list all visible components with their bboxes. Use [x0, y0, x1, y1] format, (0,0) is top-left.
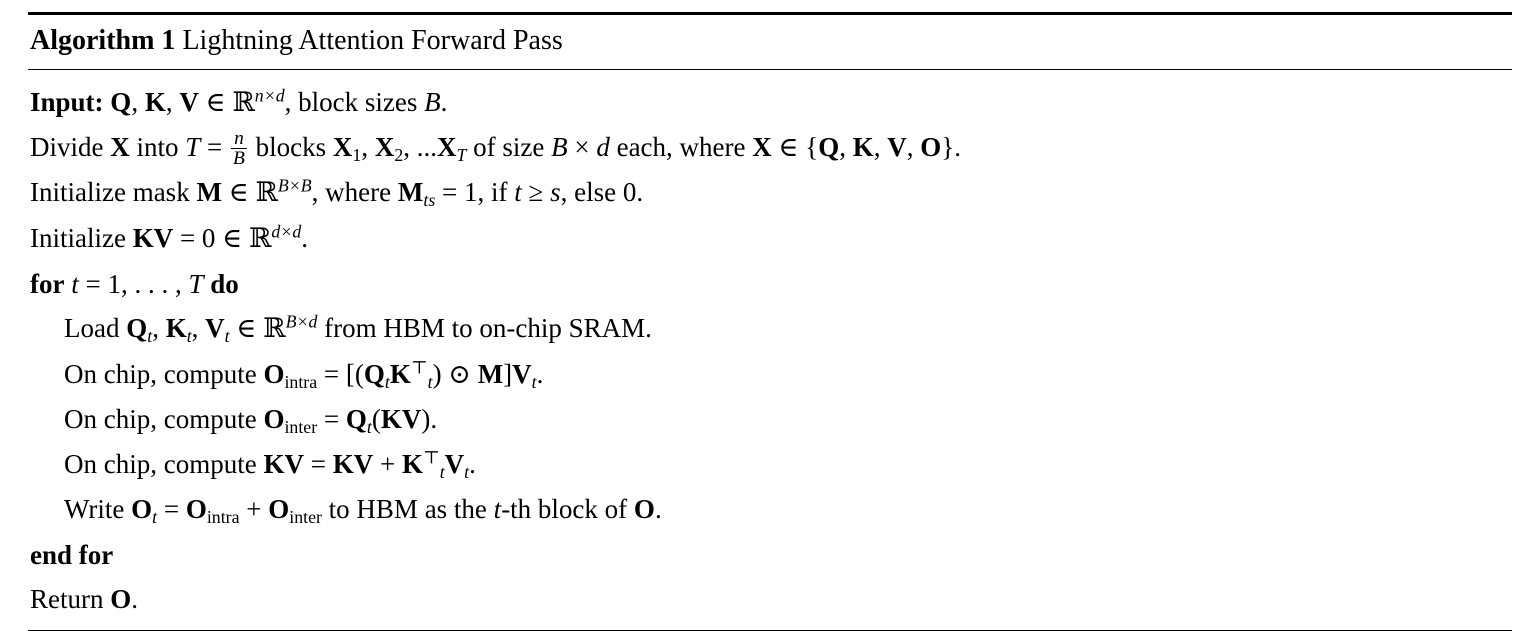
- algorithm-title: [28, 15, 1512, 69]
- algorithm-line-end-for: end for: [30, 539, 114, 570]
- algorithm-label: Algorithm 1: [30, 25, 176, 56]
- algorithm-block: [28, 12, 1512, 631]
- algorithm-line-compute-kv: On chip, compute KV = KV + $K^⊤_tV_t$.: [64, 447, 476, 483]
- algorithm-line-for: for t = 1, . . . , T do: [30, 268, 239, 299]
- algorithm-line-write: Write $O_t$ = Ointra + Ointer to HBM as the t-th block of O.: [64, 494, 662, 528]
- algorithm-line-init-kv: Initialize KV = 0 ∈ ℝ$^{d\times d}$.: [30, 221, 308, 255]
- algorithm-line-load: Load $Q_t$, $K_t$, $V_t$ ∈ ℝ$^{B\times d}$ from HBM to on-chip SRAM.: [64, 312, 652, 347]
- algorithm-line-return: Return O.: [30, 584, 139, 615]
- algorithm-title-text: Lightning Attention Forward Pass: [182, 25, 563, 56]
- algorithm-line-divide: Divide X into T = $\frac{n}{B}$ blocks X1, X2, $...X_T$ of size B × d each, where X ∈ {Q, K, V, O}.: [30, 127, 961, 170]
- algorithm-line-compute-intra: On chip, compute Ointra = [$(Q_tK^⊤_t)$ ⊙ $M]V_t$.: [64, 357, 544, 392]
- algorithm-line-init-mask: Initialize mask M ∈ ℝ$^{B\times B}$, where $M_{ts} = 1$, if t ≥ s, else 0.: [30, 176, 644, 211]
- algorithm-body: [28, 70, 1512, 630]
- algorithm-line-compute-inter: On chip, compute Ointer = $Q_t(KV)$.: [64, 404, 438, 438]
- algorithm-line-input: Input: Q, K, V ∈ ℝ$^{n\times d}$, block sizes B.: [30, 85, 448, 118]
